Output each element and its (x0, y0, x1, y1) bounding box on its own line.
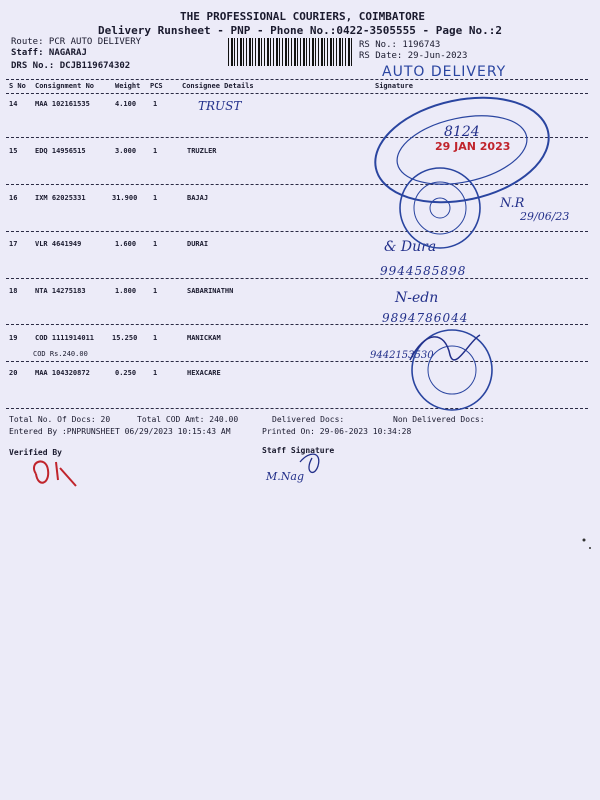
hexacare-seal-icon (412, 330, 492, 410)
stamp-date: 29 JAN 2023 (435, 140, 511, 153)
rs-date: RS Date: 29-Jun-2023 (359, 51, 468, 61)
handwritten-signature: N.R (500, 196, 525, 211)
row-sno: 15 (9, 147, 18, 155)
row-sno: 19 (9, 334, 18, 342)
row-weight: 3.000 (115, 147, 137, 155)
row-pcs: 1 (153, 369, 158, 377)
row-weight: 0.250 (115, 369, 137, 377)
row-consignment: MAA 102161535 (35, 100, 90, 108)
col-pcs: PCS (150, 82, 163, 90)
rs-number: RS No.: 1196743 (359, 40, 441, 50)
row-sno: 16 (9, 194, 18, 202)
row-weight: 31.900 (112, 194, 138, 202)
row-pcs: 1 (153, 100, 158, 108)
runsheet-title: Delivery Runsheet - PNP - Phone No.:0422-3505555 - Page No.:2 (98, 24, 502, 37)
insurance-seal-icon (400, 168, 480, 248)
verifier-signature-icon (34, 461, 76, 486)
handwritten-phone: 9894786044 (382, 311, 469, 325)
col-consignee: Consignee Details (182, 82, 254, 90)
handwritten-phone: 9442153530 (370, 350, 434, 361)
cod-amount-note: COD Rs.240.00 (33, 350, 88, 358)
row-pcs: 1 (153, 334, 158, 342)
handwritten-date: 29/06/23 (520, 210, 570, 223)
handwritten-phone: 9944585898 (380, 264, 467, 278)
handwritten-signature: N-edn (395, 290, 439, 306)
total-docs: Total No. Of Docs: 20 (9, 415, 111, 424)
handwritten-signature: 8124 (444, 124, 480, 140)
route-label: Route: PCR AUTO DELIVERY (11, 37, 142, 47)
row-pcs: 1 (153, 147, 158, 155)
auto-delivery-stamp: AUTO DELIVERY (382, 64, 507, 80)
speck-icon (589, 547, 591, 549)
row-sno: 17 (9, 240, 18, 248)
row-consignee: SABARINATHN (187, 287, 234, 295)
row-weight: 15.250 (112, 334, 138, 342)
col-weight: Weight (115, 82, 141, 90)
company-round-stamp-icon (366, 83, 559, 217)
row-pcs: 1 (153, 287, 158, 295)
row-consignee: MANICKAM (187, 334, 221, 342)
entered-by: Entered By :PNPRUNSHEET 06/29/2023 10:15:43 AM (9, 427, 231, 436)
row-consignee: TRUZLER (187, 147, 217, 155)
row-sno: 14 (9, 100, 18, 108)
row-consignment: COD 1111914011 (35, 334, 95, 342)
row-consignee: BAJAJ (187, 194, 209, 202)
row-sno: 18 (9, 287, 18, 295)
row-consignment: MAA 104320872 (35, 369, 90, 377)
handwritten-staff-signature: M.Nag (266, 470, 304, 483)
col-sno: S No (9, 82, 26, 90)
row-pcs: 1 (153, 240, 158, 248)
handwritten-consignee: TRUST (198, 99, 242, 113)
row-consignment: EDQ 14956515 (35, 147, 86, 155)
printed-on: Printed On: 29-06-2023 10:34:28 (262, 427, 412, 436)
handwritten-signature: & Dura (384, 239, 437, 255)
row-consignee: DURAI (187, 240, 209, 248)
row-sno: 20 (9, 369, 18, 377)
row-consignment: IXM 62025331 (35, 194, 86, 202)
company-title: THE PROFESSIONAL COURIERS, COIMBATORE (180, 10, 426, 23)
row-weight: 1.800 (115, 287, 137, 295)
staff-signature-label: Staff Signature (262, 446, 335, 455)
staff-label: Staff: NAGARAJ (11, 48, 87, 58)
col-signature: Signature (375, 82, 413, 90)
row-consignment: NTA 14275183 (35, 287, 86, 295)
row-pcs: 1 (153, 194, 158, 202)
col-consignment: Consignment No (35, 82, 95, 90)
total-cod-amount: Total COD Amt: 240.00 (137, 415, 239, 424)
delivered-docs: Delivered Docs: (272, 415, 345, 424)
row-weight: 4.100 (115, 100, 137, 108)
drs-number: DRS No.: DCJB119674302 (11, 61, 131, 71)
row-consignee: HEXACARE (187, 369, 221, 377)
verified-by-label: Verified By (9, 448, 62, 457)
non-delivered-docs: Non Delivered Docs: (393, 415, 485, 424)
speck-icon (583, 539, 586, 542)
row-weight: 1.600 (115, 240, 137, 248)
row-consignment: VLR 4641949 (35, 240, 82, 248)
